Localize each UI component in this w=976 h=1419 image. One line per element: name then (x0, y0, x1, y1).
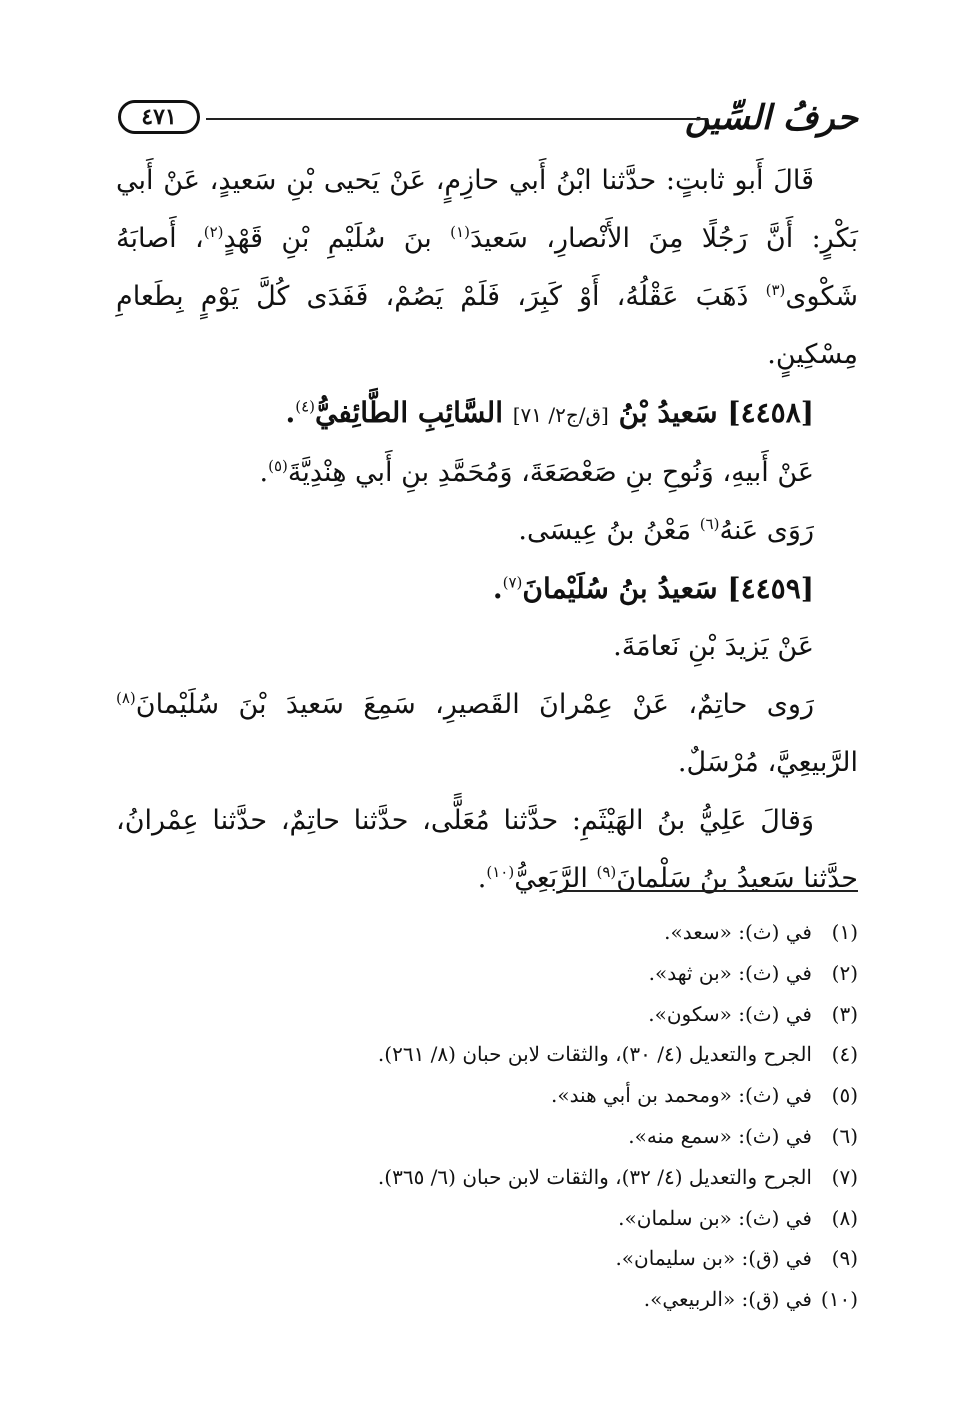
entry-4458-heading (116, 384, 858, 444)
footnote-ref-10: (١٠) (486, 863, 515, 881)
entry-4458-name-b: السَّائِبِ الطَّائِفيُّ (315, 396, 503, 429)
paragraph-6-text-c: . (477, 863, 487, 894)
entry-4458-number: [٤٤٥٨] (727, 396, 814, 429)
paragraph-6-text-b: الرَّبَعِيُّ (514, 863, 597, 894)
footnote-ref-4: (٤) (295, 397, 316, 416)
header-rule (206, 118, 708, 120)
footnote-number: (٢) (831, 960, 858, 985)
paragraph-1-text-a: قَالَ أَبو ثابتٍ: حدَّثنا ابْنُ أَبي حازِمٍ، عَنْ يَحيى بْنِ سَعيدٍ، عَنْ أَبي بَكْرٍ: أَنَّ رَجُلًا مِنَ الأَنْصارِ، سَعيدَ (116, 165, 859, 254)
footnote-text: في (ث): «سمع منه». (628, 1123, 812, 1148)
footnote-text: في (ق): «بن سليمان». (615, 1246, 812, 1271)
running-title: حرفُ السِّين (684, 98, 858, 138)
footnote-number: (٩) (831, 1246, 858, 1271)
footnote-number: (٨) (831, 1205, 858, 1230)
footnote-ref-9: (٩) (596, 863, 617, 881)
footnote-ref-3: (٣) (765, 281, 786, 299)
footnote-item (116, 1034, 858, 1075)
footnote-item (116, 1198, 858, 1239)
paragraph-1-text-b: بنَ سُلَيْمِ بْنِ قَهْدٍ (223, 223, 451, 254)
paragraph-2 (116, 444, 858, 502)
footnote-text: في (ث): «سكون». (648, 1001, 812, 1026)
paragraph-5-text-a: رَوى حاتِمٌ، عَنْ عِمْرانَ القَصيرِ، سَمِعَ سَعيدَ بْنَ سُلَيْمانَ (135, 689, 814, 720)
footnote-text: الجرح والتعديل (٤/ ٣٢)، والثقات لابن حبان (٦/ ٣٦٥). (377, 1164, 812, 1189)
paragraph-2-text-b: . (259, 457, 269, 488)
entry-4459-end: . (492, 572, 503, 605)
footnote-text: في (ث): «ومحمد بن أبي هند». (550, 1083, 812, 1108)
entry-4459-heading (116, 560, 858, 618)
footnote-number: (١) (831, 920, 858, 944)
footnote-item (116, 1279, 858, 1320)
paragraph-1-text-c: ، أَصابَهُ شَكْوى (116, 223, 858, 312)
paragraph-3-text-b: مَعْنُ بنُ عِيسَى. (518, 515, 700, 546)
footnote-ref-6: (٦) (699, 515, 720, 533)
paragraph-5 (116, 676, 858, 792)
footnotes-list (116, 912, 858, 1320)
paragraph-5-text-b: الرَّبيعِيَّ، مُرْسَلٌ. (677, 747, 858, 778)
paragraph-1 (116, 152, 858, 384)
paragraph-4: عَنْ يَزيدَ بْنِ نَعامَةَ. (613, 631, 814, 662)
footnote-text: في (ث): «بن ثهد». (648, 960, 812, 985)
footnote-item (116, 953, 858, 994)
manuscript-reference: [ق/ج٢/ ٧١] (512, 403, 609, 427)
footnote-number: (٦) (831, 1123, 858, 1148)
entry-4458-name-a: سَعيدُ بْنُ (618, 396, 718, 429)
footnote-item (116, 1116, 858, 1157)
footnote-number: (٥) (831, 1083, 858, 1108)
footnote-text: في (ث): «سعد». (664, 920, 812, 944)
entry-4458-end: . (285, 396, 296, 429)
footnote-item (116, 1238, 858, 1279)
footnote-number: (٣) (831, 1001, 858, 1026)
footnote-number: (١٠) (820, 1287, 858, 1312)
main-text (116, 152, 858, 908)
footnote-separator (560, 890, 858, 892)
page-header (118, 94, 858, 146)
footnote-text: في (ق): «الربيعي». (643, 1287, 812, 1312)
footnote-item (116, 912, 858, 953)
footnote-number: (٧) (831, 1164, 858, 1189)
footnote-text: الجرح والتعديل (٤/ ٣٠)، والثقات لابن حبان (٨/ ٢٦١). (377, 1042, 812, 1067)
footnote-number: (٤) (831, 1042, 858, 1067)
entry-4459-number: [٤٤٥٩] (727, 572, 814, 605)
page-number: ٤٧١ (141, 104, 177, 130)
footnote-ref-7: (٧) (502, 573, 523, 592)
footnote-item (116, 1157, 858, 1198)
paragraph-2-text-a: عَنْ أَبيهِ، وَنُوحِ بنِ صَعْصَعَةَ، وَمُحَمَّدِ بنِ أَبي هِنْدِيَّةَ (287, 457, 814, 488)
footnote-item (116, 1075, 858, 1116)
paragraph-3-text-a: رَوَى عَنهُ (719, 515, 814, 546)
footnote-item (116, 994, 858, 1035)
paragraph-6-text-a: وَقالَ عَلِيُّ بنُ الهَيْثَمِ: حدَّثنا مُعَلًّى، حدَّثنا حاتِمٌ، حدَّثنا عِمْرانُ، حدَّثنا سَعيدُ بنُ سَلْمانَ (116, 805, 858, 894)
page-number-badge (118, 100, 200, 134)
paragraph-3 (116, 502, 858, 560)
paragraph-1-text-d: ذَهَبَ عَقْلُهُ، أَوْ كَبِرَ، فَلَمْ يَصُمْ، فَفَدَى كُلَّ يَوْمٍ بِطَعامِ مِسْكِينٍ. (116, 281, 858, 370)
footnote-ref-5: (٥) (268, 457, 288, 475)
footnote-ref-8: (٨) (116, 689, 136, 707)
footnote-ref-2: (٢) (203, 223, 224, 241)
footnote-ref-1: (١) (450, 223, 470, 241)
entry-4459-name: سَعيدُ بنُ سُلَيْمانَ (522, 572, 718, 605)
footnote-text: في (ث): «بن سلمان». (618, 1205, 812, 1230)
